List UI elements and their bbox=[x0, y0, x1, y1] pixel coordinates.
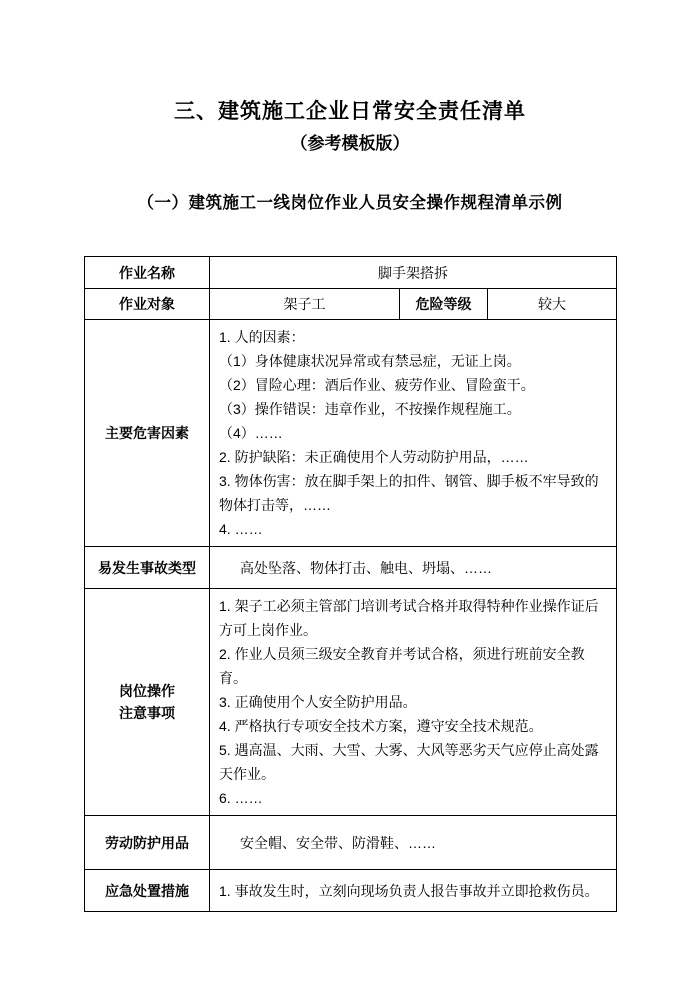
hazard-line: （3）操作错误：违章作业，不按操作规程施工。 bbox=[219, 401, 521, 417]
hazard-line: （2）冒险心理：酒后作业、疲劳作业、冒险蛮干。 bbox=[219, 377, 535, 393]
risk-level-label: 危险等级 bbox=[400, 289, 488, 320]
hazard-line: 4. …… bbox=[219, 521, 263, 537]
emergency-measures-value: 1. 事故发生时，立刻向现场负责人报告事故并立即抢救伤员。 bbox=[210, 870, 617, 912]
operation-notes-label-line1: 岗位操作 bbox=[119, 683, 175, 699]
hazard-line: 2. 防护缺陷：未正确使用个人劳动防护用品，…… bbox=[219, 449, 529, 465]
operation-notes-label bbox=[85, 589, 210, 816]
operation-note-line: 3. 正确使用个人安全防护用品。 bbox=[219, 694, 417, 710]
operation-note-line: 2. 作业人员须三级安全教育并考试合格，须进行班前安全教育。 bbox=[219, 646, 585, 686]
row-emergency-measures bbox=[85, 870, 617, 912]
risk-level-value: 较大 bbox=[488, 289, 617, 320]
job-target-value: 架子工 bbox=[210, 289, 400, 320]
section-heading: （一）建筑施工一线岗位作业人员安全操作规程清单示例 bbox=[137, 194, 563, 212]
operation-notes-content bbox=[210, 589, 617, 816]
operation-note-line: 4. 严格执行专项安全技术方案，遵守安全技术规范。 bbox=[219, 718, 543, 734]
row-job-name bbox=[85, 257, 617, 289]
hazards-content bbox=[210, 320, 617, 547]
hazard-line: 1. 人的因素： bbox=[219, 329, 305, 345]
protective-equipment-label: 劳动防护用品 bbox=[85, 816, 210, 870]
row-operation-notes bbox=[85, 589, 617, 816]
operation-note-line: 5. 遇高温、大雨、大雪、大雾、大风等恶劣天气应停止高处露天作业。 bbox=[219, 742, 599, 782]
accident-types-value: 高处坠落、物体打击、触电、坍塌、…… bbox=[210, 547, 617, 589]
job-name-value: 脚手架搭拆 bbox=[210, 257, 617, 289]
protective-equipment-value: 安全帽、安全带、防滑鞋、…… bbox=[210, 816, 617, 870]
accident-types-label: 易发生事故类型 bbox=[85, 547, 210, 589]
job-name-label: 作业名称 bbox=[85, 257, 210, 289]
row-accident-types bbox=[85, 547, 617, 589]
document-title: 三、建筑施工企业日常安全责任清单 bbox=[174, 100, 526, 123]
row-job-target bbox=[85, 289, 617, 320]
row-protective-equipment bbox=[85, 816, 617, 870]
hazard-line: （4）…… bbox=[219, 425, 283, 441]
operation-note-line: 1. 架子工必须主管部门培训考试合格并取得特种作业操作证后方可上岗作业。 bbox=[219, 598, 599, 638]
row-hazards bbox=[85, 320, 617, 547]
operation-note-line: 6. …… bbox=[219, 790, 263, 806]
job-target-label: 作业对象 bbox=[85, 289, 210, 320]
emergency-measures-label: 应急处置措施 bbox=[85, 870, 210, 912]
operation-notes-label-line2: 注意事项 bbox=[119, 705, 175, 721]
hazard-line: 3. 物体伤害：放在脚手架上的扣件、钢管、脚手板不牢导致的物体打击等，…… bbox=[219, 473, 599, 513]
hazards-label: 主要危害因素 bbox=[85, 320, 210, 547]
hazard-line: （1）身体健康状况异常或有禁忌症，无证上岗。 bbox=[219, 353, 521, 369]
document-subtitle: （参考模板版） bbox=[290, 134, 410, 153]
safety-checklist-table bbox=[84, 256, 617, 912]
